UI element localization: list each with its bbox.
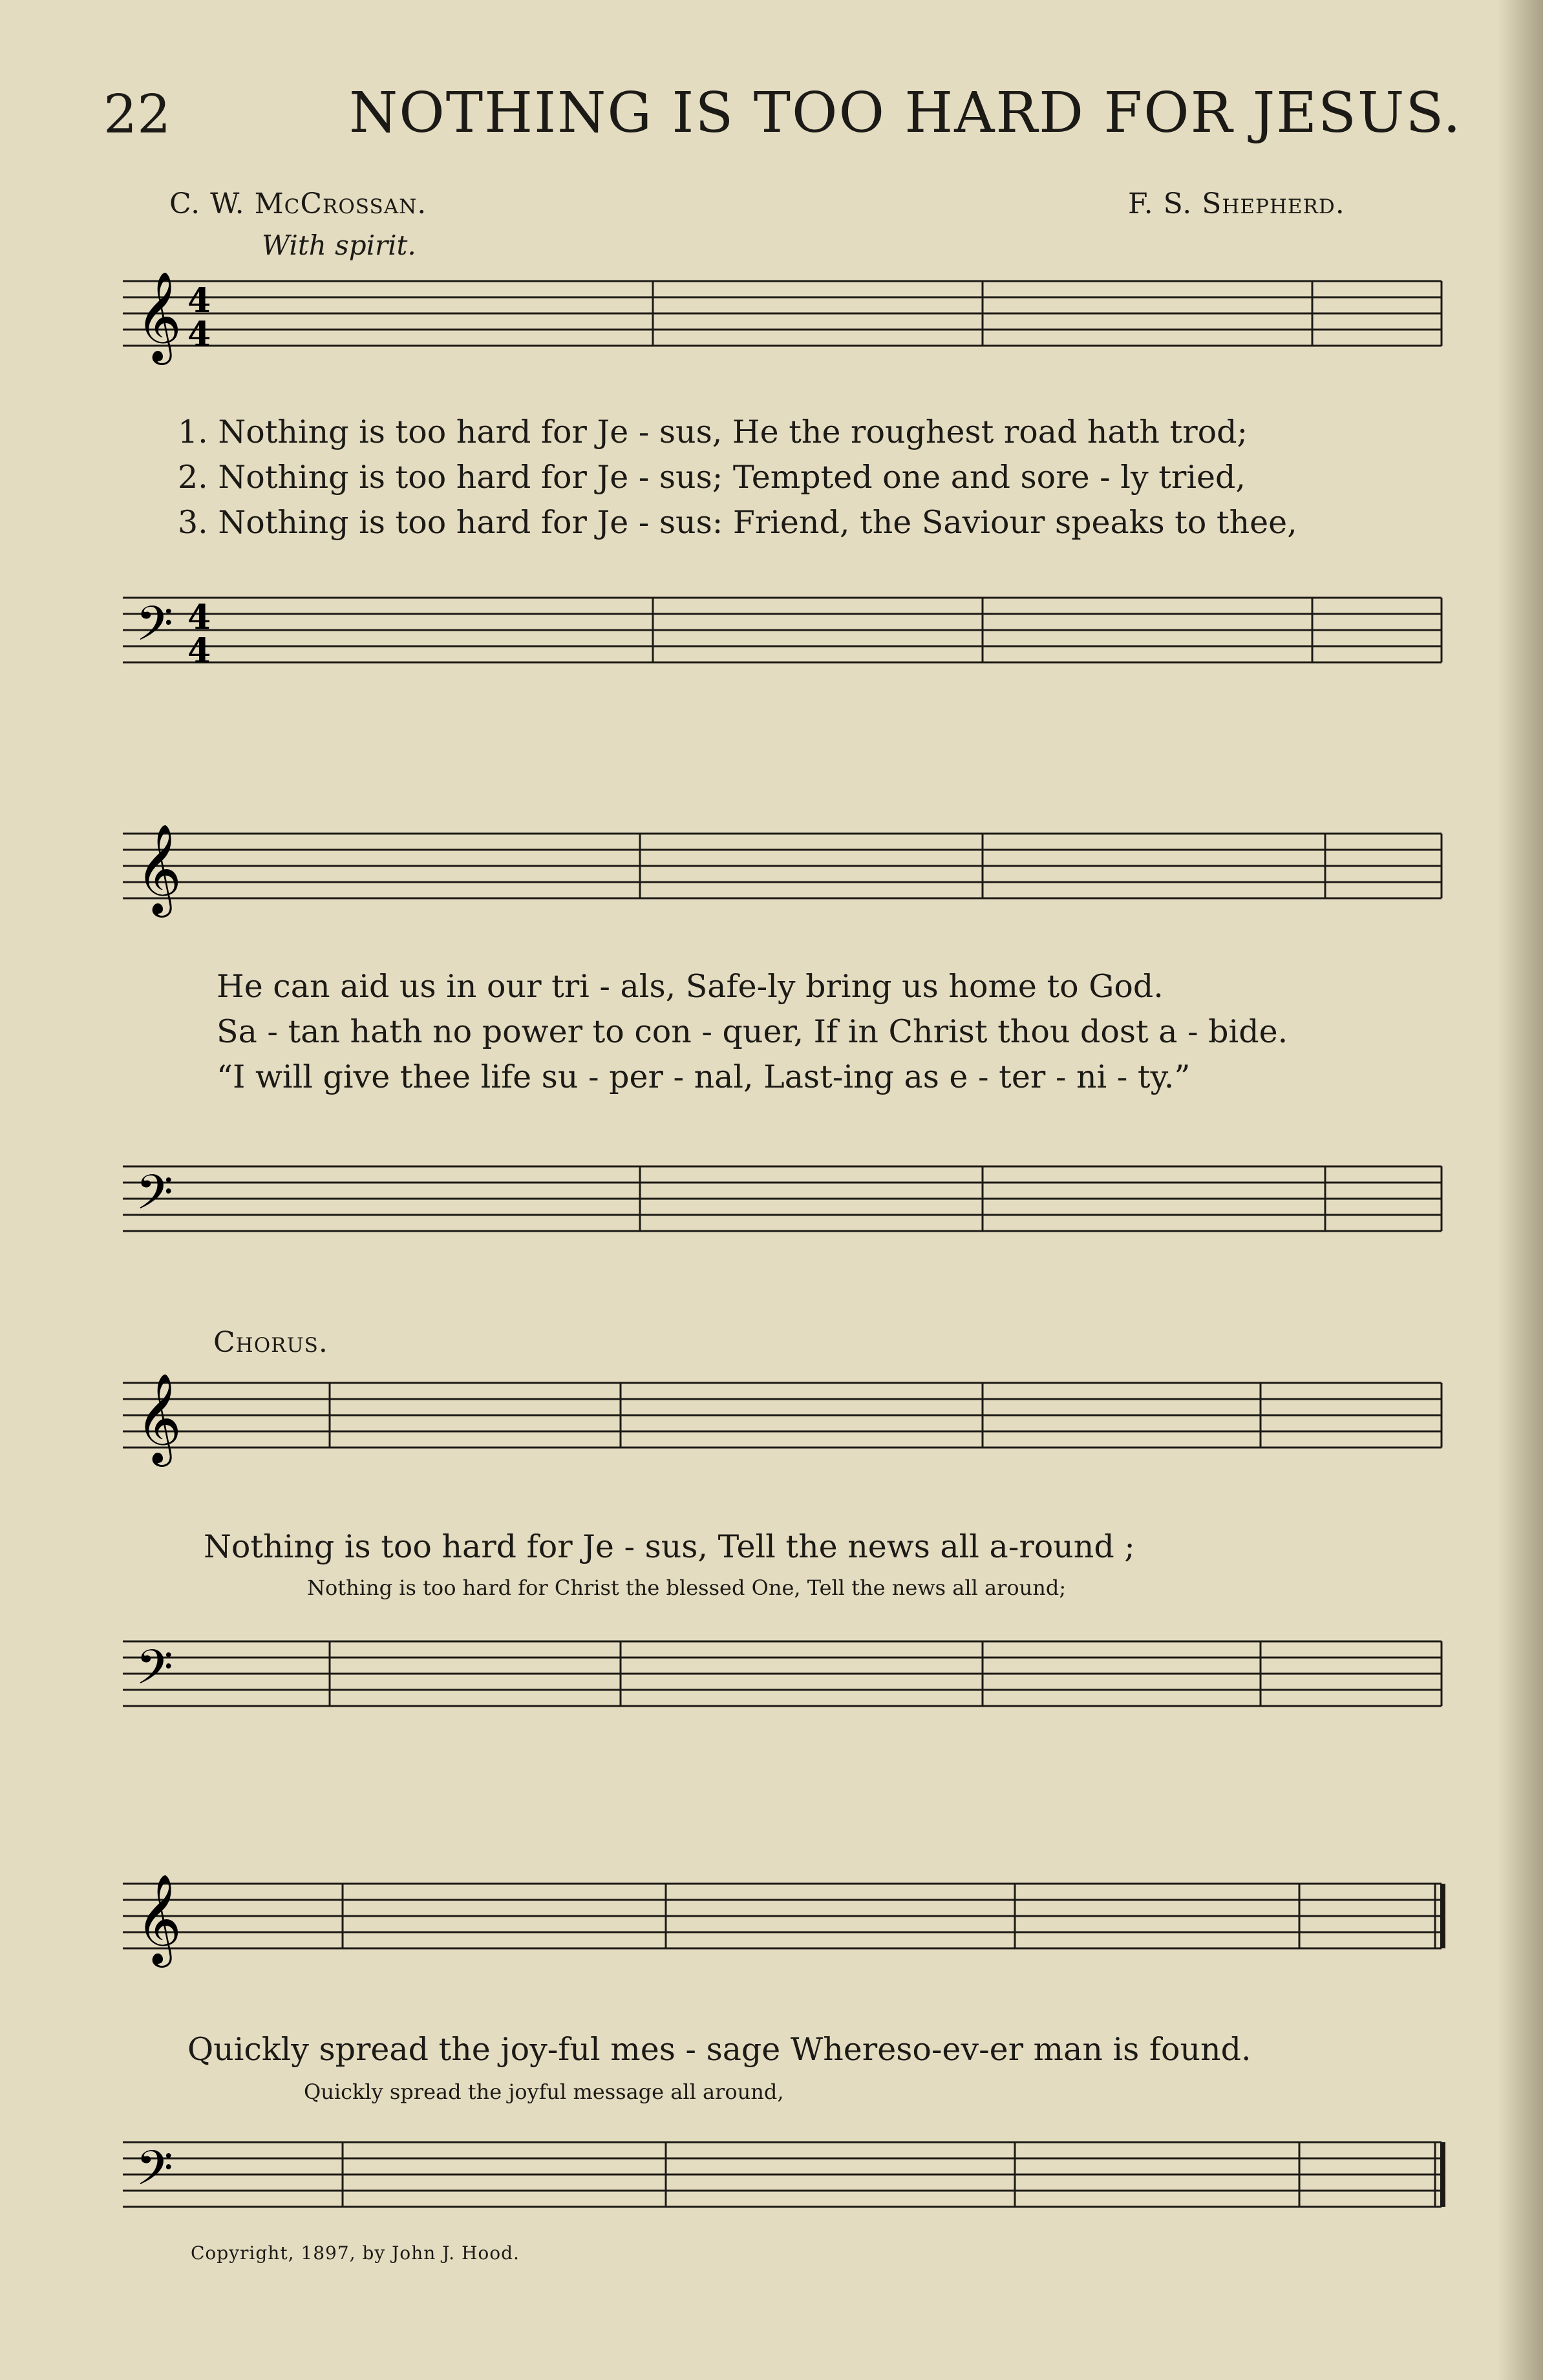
hymn-title: NOTHING IS TOO HARD FOR JESUS. [349, 81, 1462, 145]
copyright-notice: Copyright, 1897, by John J. Hood. [191, 2242, 520, 2264]
svg-text:𝄢: 𝄢 [136, 2140, 173, 2208]
staff-bass-3 [110, 1603, 1454, 1758]
staff-bass-1 [110, 565, 1454, 721]
verse-2-line-1: 2. Nothing is too hard for Je - sus; Tempted one and sore - ly tried, [178, 459, 1246, 496]
page-number: 22 [103, 84, 171, 145]
staff-lines [110, 262, 1454, 417]
verse-1-line-2: He can aid us in our tri - als, Safe-ly bring us home to God. [217, 968, 1164, 1005]
svg-text:4: 4 [187, 631, 211, 671]
svg-text:𝄢: 𝄢 [136, 596, 173, 664]
staff-lines [110, 1603, 1454, 1758]
staff-bass-2 [110, 1134, 1454, 1289]
page-edge-shadow [1498, 0, 1543, 2380]
tempo-marking: With spirit. [262, 229, 416, 261]
staff-lines [110, 1864, 1454, 2019]
chorus-label: Chorus. [213, 1326, 328, 1359]
staff-lines [110, 1364, 1454, 1519]
svg-text:4: 4 [187, 315, 211, 354]
staff-lines [110, 814, 1454, 969]
svg-text:𝄢: 𝄢 [136, 1164, 173, 1232]
composer-credit: F. S. Shepherd. [1128, 187, 1345, 220]
svg-text:𝄞: 𝄞 [136, 1373, 182, 1463]
staff-treble-2 [110, 814, 1454, 969]
chorus-line-1-bass: Nothing is too hard for Christ the blessed One, Tell the news all around; [307, 1575, 1067, 1600]
staff-treble-1 [110, 262, 1454, 417]
staff-lines [110, 2103, 1454, 2259]
chorus-line-1: Nothing is too hard for Je - sus, Tell the news all a-round ; [204, 1528, 1135, 1565]
svg-text:𝄞: 𝄞 [136, 271, 182, 361]
svg-text:4: 4 [187, 281, 211, 321]
verse-3-line-1: 3. Nothing is too hard for Je - sus: Friend, the Saviour speaks to thee, [178, 504, 1297, 541]
svg-text:𝄞: 𝄞 [136, 824, 182, 914]
verse-2-line-2: Sa - tan hath no power to con - quer, If in Christ thou dost a - bide. [217, 1013, 1288, 1050]
svg-text:𝄢: 𝄢 [136, 1639, 173, 1707]
chorus-line-2-bass: Quickly spread the joyful message all around, [304, 2080, 784, 2104]
lyricist-credit: C. W. McCrossan. [169, 187, 427, 220]
staff-lines [110, 1134, 1454, 1289]
staff-lines [110, 565, 1454, 721]
svg-text:4: 4 [187, 598, 211, 637]
verse-1-line-1: 1. Nothing is too hard for Je - sus, He the roughest road hath trod; [178, 414, 1248, 450]
chorus-line-2: Quickly spread the joy-ful mes - sage Whereso-ev-er man is found. [187, 2031, 1251, 2068]
verse-3-line-2: “I will give thee life su - per - nal, Last-ing as e - ter - ni - ty.” [217, 1058, 1191, 1095]
svg-text:𝄞: 𝄞 [136, 1874, 182, 1964]
staff-treble-4 [110, 1864, 1454, 2019]
staff-treble-3 [110, 1364, 1454, 1519]
staff-bass-4 [110, 2103, 1454, 2259]
